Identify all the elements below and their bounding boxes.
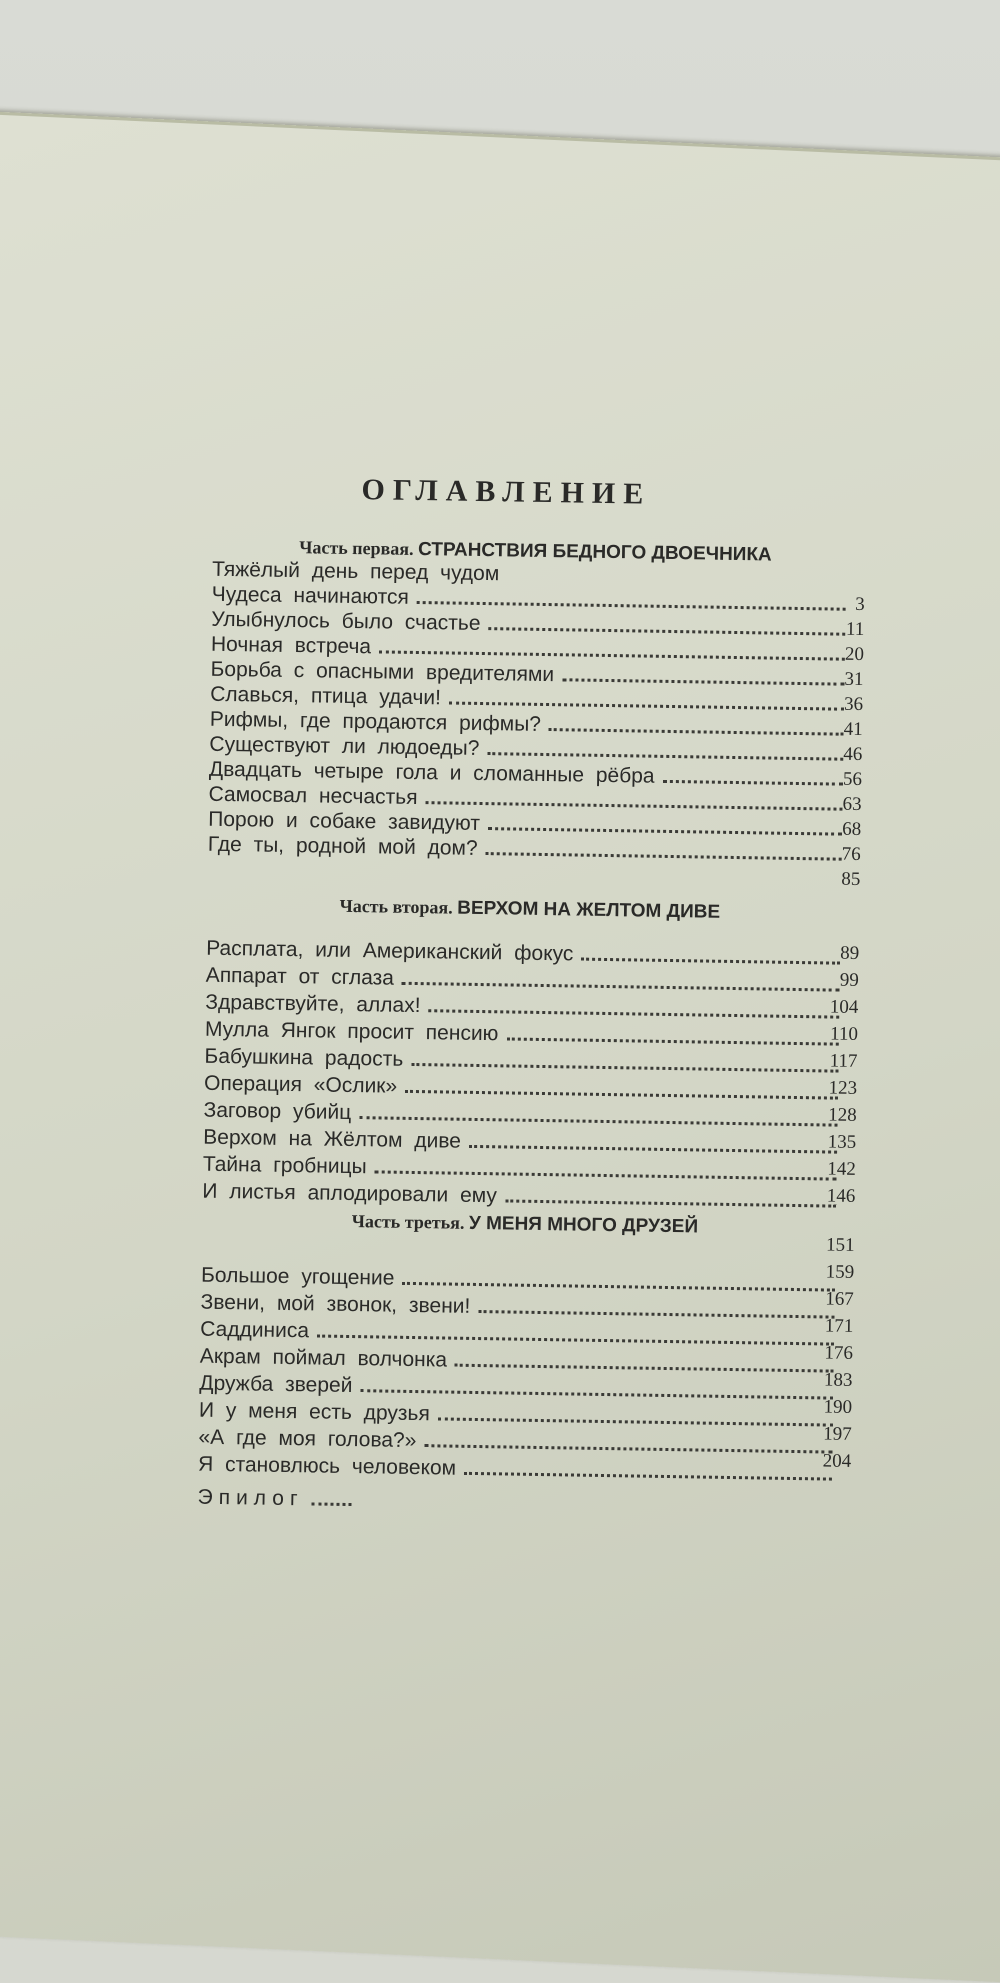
toc-entry: Тайна гробницы (203, 1147, 843, 1187)
toc-entry: Саддиниса (200, 1312, 840, 1352)
toc-entry: Бабушкина радость (204, 1039, 844, 1079)
page-number: 85 (841, 868, 861, 890)
toc-entry: Операция «Ослик» (204, 1066, 844, 1106)
toc-entry: Ночная встреча (211, 627, 851, 667)
toc-entry: Славься, птица удачи! (210, 677, 850, 717)
page-number: 89 (840, 942, 860, 964)
toc-entry: Двадцать четыре гола и сломанные рёбра (209, 752, 849, 792)
page-number: 63 (842, 793, 862, 815)
page-number: 183 (823, 1369, 853, 1391)
toc-entry: Акрам поймал волчонка (200, 1339, 840, 1379)
page-number: 135 (827, 1131, 857, 1153)
toc-entry: Самосвал несчастья (208, 777, 848, 817)
page-number: 167 (825, 1288, 854, 1310)
page-number: 20 (844, 643, 865, 665)
page-number: 11 (845, 618, 865, 641)
toc-entry: Здравствуйте, аллах! (205, 985, 845, 1025)
toc-entry: И листья аплодировали ему (202, 1174, 842, 1214)
page-number: 76 (841, 843, 861, 865)
toc-entry: Звени, мой звонок, звени! (200, 1285, 840, 1325)
toc-entry: Верхом на Жёлтом диве (203, 1120, 843, 1160)
toc-entry: Эпилог (197, 1480, 837, 1520)
toc-entry: Аппарат от сглаза (206, 958, 846, 998)
page-number: 146 (826, 1185, 856, 1207)
page-number: 171 (824, 1315, 854, 1337)
page-number: 31 (844, 668, 864, 690)
page-number: 128 (828, 1104, 857, 1126)
toc-entry: Я становлюсь человеком (198, 1447, 838, 1487)
page-number: 123 (828, 1077, 858, 1099)
part-name: СТРАНСТВИЯ БЕДНОГО ДВОЕЧНИКА (417, 538, 772, 566)
page-number: 197 (822, 1423, 852, 1445)
page-number: 176 (824, 1342, 854, 1364)
toc-entry: «А где моя голова?» (198, 1420, 838, 1460)
page-number: 46 (843, 743, 863, 765)
page-number: 142 (827, 1158, 856, 1180)
toc-entry: Где ты, родной мой дом? (208, 827, 848, 867)
page-number: 41 (843, 718, 863, 740)
page-number: 190 (823, 1396, 853, 1418)
toc-entry: Большое угощение (201, 1258, 841, 1298)
toc-entry: Улыбнулось было счастье (211, 602, 851, 642)
part-label: Часть третья. (351, 1211, 465, 1233)
part-heading-3 (155, 1208, 895, 1242)
page-number: 117 (829, 1050, 858, 1072)
part-label: Часть первая. (299, 537, 414, 559)
toc-entry: Мулла Янгок просит пенсию (205, 1012, 845, 1052)
page-number: 104 (829, 996, 859, 1018)
page-number: 159 (825, 1261, 855, 1283)
toc-entry: Порою и собаке завидуют (208, 802, 848, 842)
toc-entry: Чудеса начинаются (212, 577, 852, 617)
toc-entry: Тяжёлый день перед чудом (211, 557, 500, 586)
toc-entry: Рифмы, где продаются рифмы? (210, 702, 850, 742)
part-heading-2 (160, 893, 900, 927)
toc-entry: Расплата, или Американский фокус (206, 931, 846, 971)
toc-entry: Борьба с опасными вредителями (210, 652, 850, 692)
toc-entry: Существуют ли людоеды? (209, 727, 849, 767)
page-title: ОГЛАВЛЕНИЕ (361, 473, 652, 511)
page-number: 3 (855, 593, 865, 616)
page-number: 99 (839, 969, 859, 991)
page-number: 151 (825, 1234, 855, 1256)
page-number: 36 (843, 693, 864, 715)
toc-entry: И у меня есть друзья (199, 1393, 839, 1433)
page-number: 68 (841, 818, 862, 840)
page-number: 110 (829, 1023, 859, 1045)
part-name: У МЕНЯ МНОГО ДРУЗЕЙ (468, 1212, 699, 1238)
page-number: 204 (822, 1450, 852, 1472)
toc-entry: Дружба зверей (199, 1366, 839, 1406)
part-label: Часть вторая. (339, 895, 453, 918)
part-name: ВЕРХОМ НА ЖЕЛТОМ ДИВЕ (457, 897, 721, 923)
toc-entry: Заговор убийц (203, 1093, 843, 1133)
page-number: 56 (842, 768, 863, 790)
